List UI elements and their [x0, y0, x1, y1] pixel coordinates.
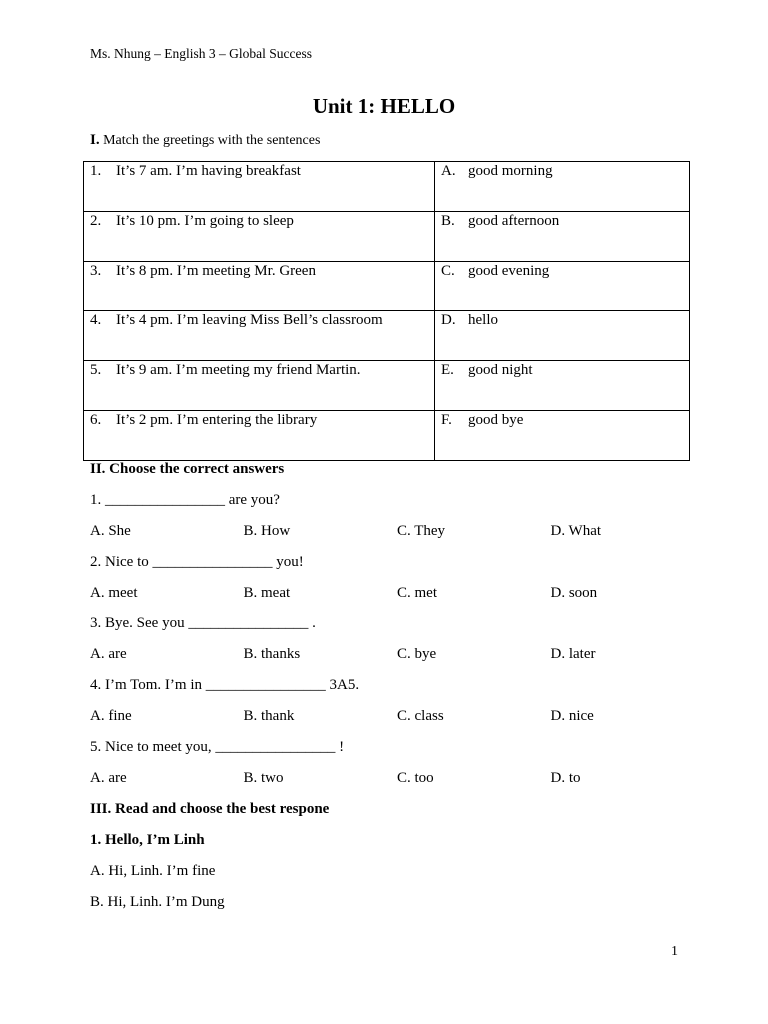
greeting-cell — [435, 261, 690, 311]
section3-answer-b: B. Hi, Linh. I’m Dung — [90, 894, 225, 910]
section2-heading: II. Choose the correct answers — [90, 461, 285, 477]
table-row — [84, 211, 690, 261]
question-5-options — [90, 770, 710, 787]
section3-heading: III. Read and choose the best respone — [90, 801, 330, 817]
sentence-cell — [84, 311, 435, 361]
section1-roman: I. — [90, 132, 100, 148]
greeting-text: good bye — [468, 411, 524, 428]
option: C. met — [397, 585, 437, 601]
sentence-cell — [84, 410, 435, 460]
sentence-text: It’s 2 pm. I’m entering the library — [116, 411, 318, 428]
greeting-cell — [435, 211, 690, 261]
section3-question: 1. Hello, I’m Linh — [90, 832, 205, 848]
sentence-text: It’s 4 pm. I’m leaving Miss Bell’s classroom — [116, 312, 383, 329]
greeting-text: good night — [468, 362, 533, 379]
sentence-text: It’s 10 pm. I’m going to sleep — [116, 212, 294, 229]
table-row — [84, 311, 690, 361]
section1-instruction: Match the greetings with the sentences — [103, 133, 321, 148]
page-header: Ms. Nhung – English 3 – Global Success — [90, 46, 312, 61]
greeting-cell — [435, 311, 690, 361]
greeting-text: hello — [468, 312, 498, 329]
page-title: Unit 1: HELLO — [312, 94, 456, 118]
sentence-text: It’s 7 am. I’m having breakfast — [116, 163, 301, 179]
sentence-cell — [84, 211, 435, 261]
option: A. fine — [90, 708, 132, 724]
greeting-cell — [435, 410, 690, 460]
matching-table — [83, 161, 690, 461]
row-letter: B. — [441, 212, 455, 229]
sentence-text: It’s 9 am. I’m meeting my friend Martin. — [116, 362, 361, 379]
option: D. soon — [550, 585, 598, 601]
table-row — [84, 410, 690, 460]
question-1-options — [90, 523, 710, 540]
option: B. How — [243, 523, 291, 539]
option: A. are — [90, 770, 127, 786]
option: B. thanks — [243, 646, 301, 662]
row-letter: F. — [441, 411, 452, 428]
sentence-cell — [84, 162, 435, 212]
question-2-options — [90, 585, 710, 602]
row-number: 5. — [90, 362, 102, 379]
greeting-text: good evening — [468, 262, 550, 279]
question-5: 5. Nice to meet you, ________________ ! — [90, 739, 345, 755]
option: B. thank — [243, 708, 295, 724]
question-3-options — [90, 646, 710, 663]
table-row — [84, 261, 690, 311]
row-letter: A. — [441, 163, 456, 179]
section1-heading — [90, 132, 320, 149]
option: D. to — [550, 770, 581, 786]
option: D. later — [550, 646, 596, 662]
option: D. What — [550, 523, 602, 539]
row-number: 4. — [90, 312, 102, 329]
page-number: 1 — [671, 944, 678, 959]
option: B. meat — [243, 585, 291, 601]
question-4: 4. I’m Tom. I’m in ________________ 3A5. — [90, 677, 360, 693]
question-4-options — [90, 708, 710, 725]
question-3: 3. Bye. See you ________________ . — [90, 615, 316, 631]
greeting-cell — [435, 162, 690, 212]
table-row — [84, 361, 690, 411]
option: C. too — [397, 770, 434, 786]
option: C. class — [397, 708, 444, 724]
option: A. She — [90, 523, 131, 539]
row-letter: C. — [441, 262, 455, 279]
option: C. bye — [397, 646, 437, 662]
option: A. meet — [90, 585, 138, 601]
option: A. are — [90, 646, 127, 662]
option: C. They — [397, 523, 446, 539]
option: B. two — [243, 770, 284, 786]
sentence-cell — [84, 261, 435, 311]
row-number: 6. — [90, 411, 102, 428]
sentence-cell — [84, 361, 435, 411]
greeting-text: good afternoon — [468, 212, 560, 229]
row-letter: D. — [441, 312, 456, 329]
row-number: 2. — [90, 212, 102, 229]
question-1: 1. ________________ are you? — [90, 492, 280, 508]
greeting-text: good morning — [468, 163, 553, 179]
table-row — [84, 162, 690, 212]
row-letter: E. — [441, 362, 454, 379]
option: D. nice — [550, 708, 594, 724]
question-2: 2. Nice to ________________ you! — [90, 554, 304, 570]
section3-answer-a: A. Hi, Linh. I’m fine — [90, 863, 216, 879]
row-number: 1. — [90, 163, 102, 179]
greeting-cell — [435, 361, 690, 411]
row-number: 3. — [90, 262, 102, 279]
sentence-text: It’s 8 pm. I’m meeting Mr. Green — [116, 262, 316, 279]
